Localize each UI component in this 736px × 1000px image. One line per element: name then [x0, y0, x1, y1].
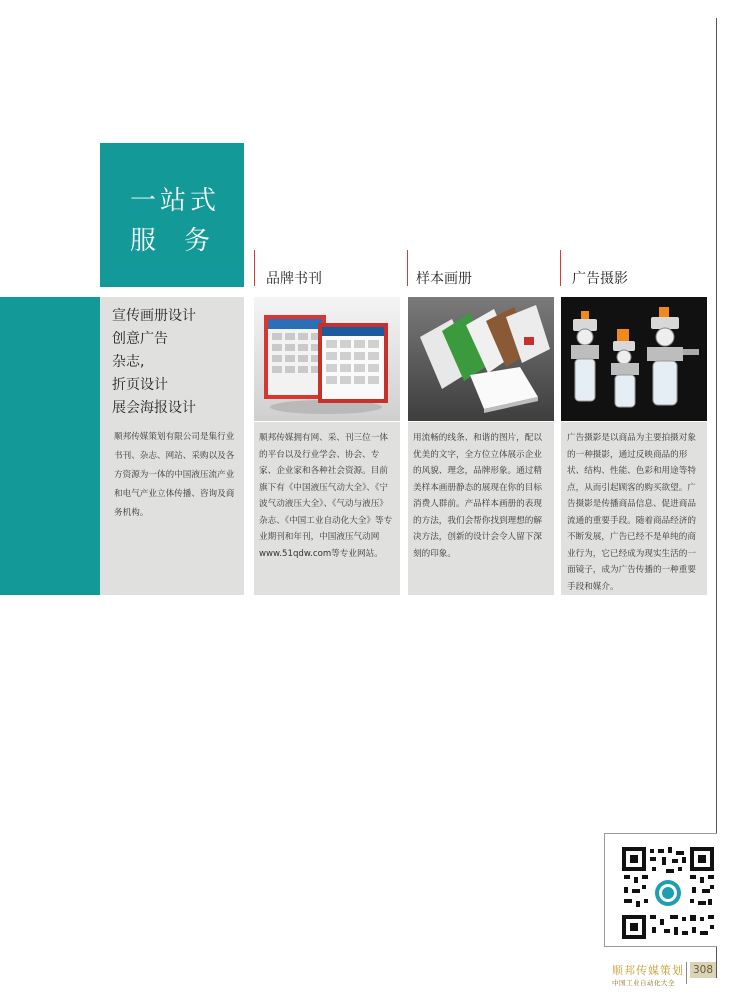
column-marker [407, 250, 408, 286]
title-line-2: 服务 [130, 226, 239, 256]
column-marker [560, 250, 561, 286]
sample-brochures-photo [408, 297, 554, 421]
column-heading-ad-photography: 广告摄影 [572, 271, 628, 287]
service-item: 创意广告 [112, 331, 168, 347]
ad-photography-photo [561, 297, 707, 421]
company-description: 顺邦传媒策划有限公司是集行业书刊、杂志、网站、采购以及各方资源为一体的中国液压流产业和电气产业立体传播、咨询及商务机构。 [114, 432, 235, 518]
sample-brochures-description: 用流畅的线条、和谐的图片，配以优美的文字，全方位立体展示企业的风貌、理念，品牌形象。通过精美样本画册静态的展现在你的目标消费人群前。产品样本画册的表现的方法，我们会帮你找到理想的解决方法，创新的设计会令人留下深刻的印象。 [413, 433, 542, 559]
column-heading-brand-books: 品牌书刊 [266, 271, 322, 287]
service-list [112, 305, 242, 420]
qr-code [620, 845, 716, 941]
service-item: 折页设计 [112, 377, 168, 393]
title-line-1: 一站式 [130, 186, 221, 216]
brand-books-photo [254, 297, 400, 421]
page-number: 308 [690, 962, 716, 978]
footer-brand: 顺邦传媒策划 [612, 964, 684, 977]
footer-separator [686, 962, 687, 984]
column-marker [254, 250, 255, 286]
column-heading-sample-brochures: 样本画册 [416, 271, 472, 287]
side-accent-band [0, 297, 100, 595]
service-item: 杂志, [112, 354, 145, 370]
brand-books-description: 顺邦传媒拥有网、采、刊三位一体的平台以及行业学会、协会、专家、企业家和各种社会资源。目前旗下有《中国液压气动大全》、《宁波气动液压大全》、《气动与液压》杂志、《中国工业自动化大全》等专业期刊和年刊，中国液压气动网www.51qdw.com等专业网站。 [259, 433, 393, 559]
footer-subtitle: 中国工业自动化大全 [612, 979, 675, 987]
service-item: 展会海报设计 [112, 400, 196, 416]
service-item: 宣传画册设计 [112, 308, 196, 324]
ad-photography-description: 广告摄影是以商品为主要拍摄对象的一种摄影，通过反映商品的形状、结构、性能、色彩和用途等特点，从而引起顾客的购买欲望。广告摄影是传播商品信息、促进商品流通的重要手段。随着商品经济的不断发展，广告已经不是单纯的商业行为，它已经成为现实生活的一面镜子，成为广告传播的一种重要手段和媒介。 [567, 433, 696, 592]
